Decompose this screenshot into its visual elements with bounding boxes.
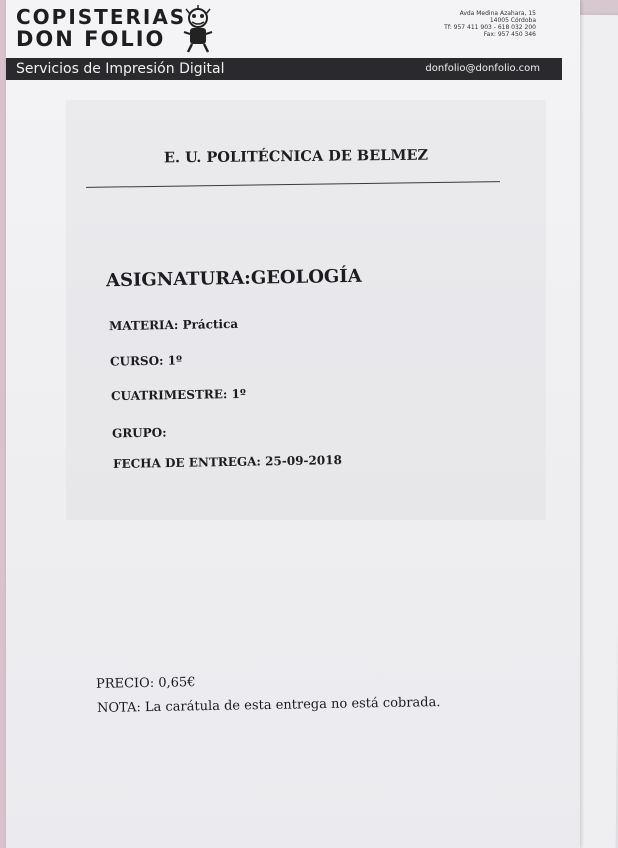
school-title: E. U. POLITÉCNICA DE BELMEZ — [163, 146, 429, 167]
note-text: NOTA: La carátula de esta entrega no está cobrada. — [96, 695, 441, 716]
contact-line: Tf: 957 411 903 - 618 032 200 — [444, 24, 536, 31]
materia-field: MATERIA: Práctica — [108, 316, 239, 334]
email-address: donfolio@donfolio.com — [425, 63, 540, 74]
brand-logo — [16, 6, 186, 50]
price-label: PRECIO: 0,65€ — [95, 675, 196, 692]
tagline: Servicios de Impresión Digital — [16, 61, 225, 77]
contact-line: Avda Medina Azahara, 15 — [459, 10, 536, 17]
cuatrimestre-field: CUATRIMESTRE: 1º — [110, 386, 247, 404]
brand-name-line1: COPISTERIAS — [16, 5, 187, 29]
contact-line: 14005 Córdoba — [489, 17, 536, 24]
brand-name-line2: DON FOLIO — [16, 27, 166, 51]
grupo-field: GRUPO: — [111, 425, 167, 441]
letterhead — [6, 0, 566, 60]
cover-page — [6, 0, 580, 848]
subject-heading: ASIGNATURA:GEOLOGÍA — [105, 265, 362, 292]
contact-info — [444, 10, 536, 38]
curso-field: CURSO: 1º — [109, 353, 183, 369]
fecha-entrega-field: FECHA DE ENTREGA: 25-09-2018 — [112, 453, 342, 471]
contact-line: Fax: 957 450 346 — [483, 31, 536, 38]
mascot-icon — [178, 4, 218, 54]
service-banner — [6, 58, 562, 80]
